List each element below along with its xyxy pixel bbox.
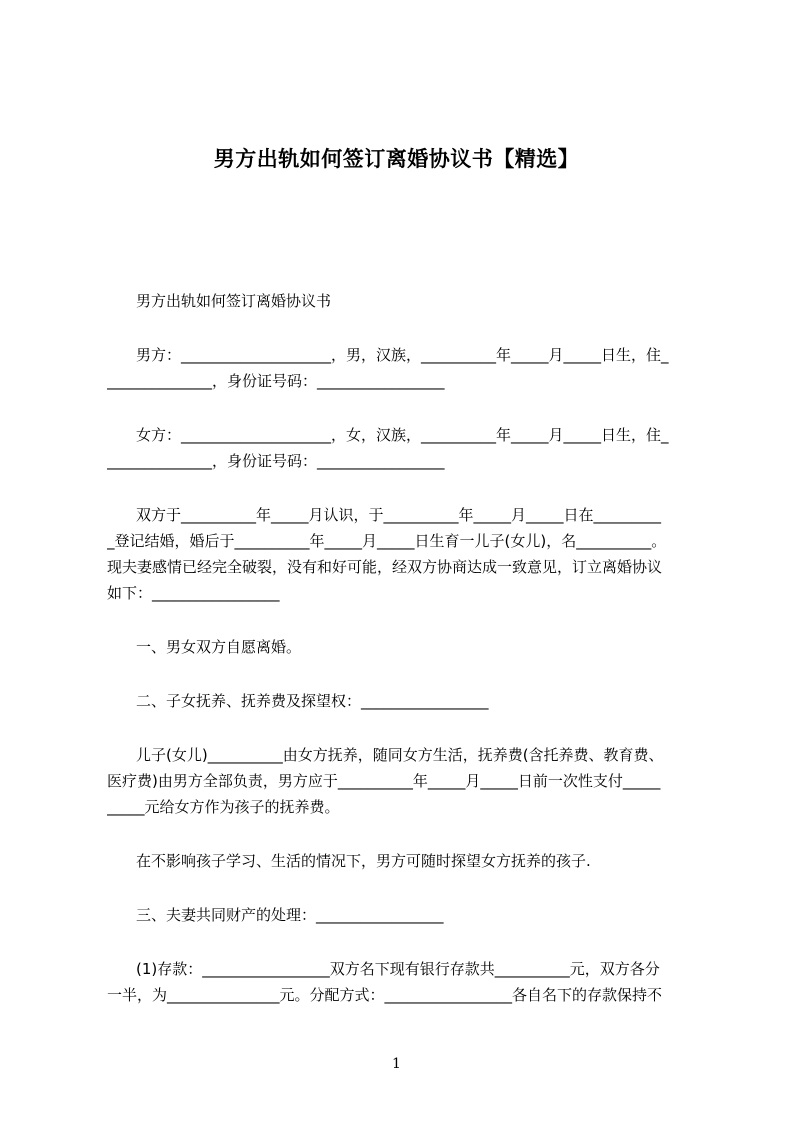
child-support-line-1: 儿子(女儿)__________由女方抚养，随同女方生活，抚养费(含托养费、教育费、 [136,746,664,764]
clause-1-heading: 一、男女双方自愿离婚。 [136,638,302,656]
marriage-paragraph-line-4: 如下：_________________ [107,584,280,602]
female-party-line: 女方：____________________，女，汉族，__________年_____月_____日生，住_ [136,426,669,444]
female-party-id-line: ______________，身份证号码：_________________ [107,452,445,470]
visitation-line: 在不影响孩子学习、生活的情况下，男方可随时探望女方抚养的孩子. [136,852,591,870]
subtitle-line: 男方出轨如何签订离婚协议书 [136,292,332,310]
marriage-paragraph-line-2: _登记结婚，婚后于__________年_____月_____日生育一儿子(女儿)，名__________。 [107,532,667,550]
clause-3-heading: 三、夫妻共同财产的处理：_________________ [136,906,444,924]
child-support-line-2: 医疗费)由男方全部负责，男方应于__________年_____月_____日前一次性支付_____ [107,772,661,790]
male-party-id-line: ______________，身份证号码：_________________ [107,372,445,390]
marriage-paragraph-line-3: 现夫妻感情已经完全破裂，没有和好可能，经双方协商达成一致意见，订立离婚协议 [107,558,663,576]
page-number: 1 [392,1056,401,1072]
savings-line-2: 一半，为_______________元。分配方式：_________________各自名下的存款保持不 [107,986,663,1004]
male-party-line: 男方：____________________，男，汉族，__________年_____月_____日生，住_ [136,346,669,364]
child-support-line-3: _____元给女方作为孩子的抚养费。 [107,798,340,816]
document-title: 男方出轨如何签订离婚协议书【精选】 [213,147,580,171]
marriage-paragraph-line-1: 双方于__________年_____月认识，于__________年_____月_____日在_________ [136,506,662,524]
clause-2-heading: 二、子女抚养、抚养费及探望权：_________________ [136,692,489,710]
savings-line-1: (1)存款：_________________双方名下现有银行存款共__________元，双方各分 [136,960,660,978]
